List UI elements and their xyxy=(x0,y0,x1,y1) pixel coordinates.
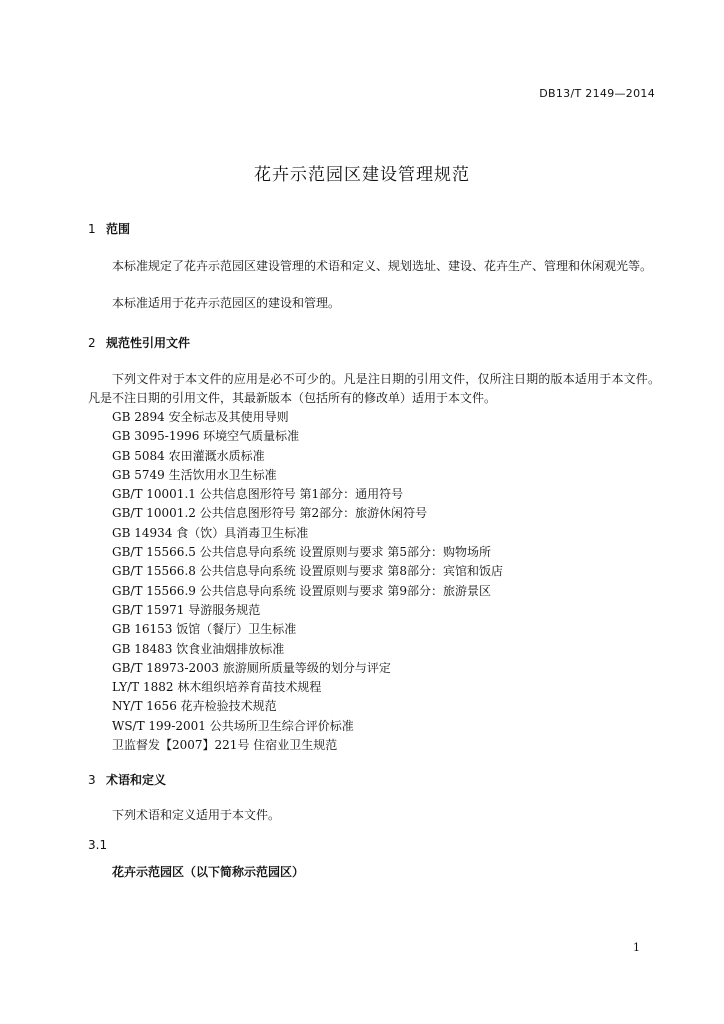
section-heading-terms xyxy=(88,771,166,788)
term-heading: 花卉示范园区（以下简称示范园区） xyxy=(112,865,305,879)
section-title: 术语和定义 xyxy=(106,773,167,787)
reference-item: GB 3095-1996 环境空气质量标准 xyxy=(112,429,300,444)
reference-item: GB 18483 饮食业油烟排放标准 xyxy=(112,641,285,656)
reference-item: GB/T 15566.5 公共信息导向系统 设置原则与要求 第5部分：购物场所 xyxy=(112,545,491,560)
document-code: DB13/T 2149—2014 xyxy=(539,87,655,100)
reference-item: GB 16153 饭馆（餐厅）卫生标准 xyxy=(112,622,297,637)
reference-item: 卫监督发【2007】221号 住宿业卫生规范 xyxy=(112,738,338,753)
section-heading-scope xyxy=(88,220,130,237)
reference-item: GB 14934 食（饮）具消毒卫生标准 xyxy=(112,525,309,540)
section-title: 范围 xyxy=(106,222,131,236)
reference-item: WS/T 199-2001 公共场所卫生综合评价标准 xyxy=(112,718,354,733)
reference-item: NY/T 1656 花卉检验技术规范 xyxy=(112,699,277,714)
section-number: 3 xyxy=(88,773,96,787)
scope-paragraph-1: 本标准规定了花卉示范园区建设管理的术语和定义、规划选址、建设、花卉生产、管理和休闲观光等。 xyxy=(112,259,653,273)
section-title: 规范性引用文件 xyxy=(106,336,191,350)
reference-item: GB/T 15566.9 公共信息导向系统 设置原则与要求 第9部分：旅游景区 xyxy=(112,583,491,598)
reference-item: GB 5749 生活饮用水卫生标准 xyxy=(112,467,277,482)
reference-item: GB/T 10001.1 公共信息图形符号 第1部分：通用符号 xyxy=(112,487,404,502)
section-number: 1 xyxy=(88,222,96,236)
page-number: 1 xyxy=(633,941,640,954)
reference-item: GB 2894 安全标志及其使用导则 xyxy=(112,410,289,424)
reference-item: LY/T 1882 林木组织培养育苗技术规程 xyxy=(112,680,322,695)
reference-list xyxy=(112,408,503,755)
reference-item: GB/T 15971 导游服务规范 xyxy=(112,602,261,617)
section-number: 2 xyxy=(88,336,96,350)
reference-item: GB/T 18973-2003 旅游厕所质量等级的划分与评定 xyxy=(112,660,391,675)
scope-paragraph-2: 本标准适用于花卉示范园区的建设和管理。 xyxy=(112,296,341,310)
subsection-number: 3.1 xyxy=(88,838,108,852)
reference-item: GB/T 15566.8 公共信息导向系统 设置原则与要求 第8部分：宾馆和饭店 xyxy=(112,564,503,579)
references-intro: 下列文件对于本文件的应用是必不可少的。凡是注日期的引用文件，仅所注日期的版本适用于本文件。凡是不注日期的引用文件，其最新版本（包括所有的修改单）适用于本文件。 xyxy=(88,372,660,405)
terms-intro: 下列术语和定义适用于本文件。 xyxy=(112,808,281,822)
section-heading-references xyxy=(88,334,190,351)
reference-item: GB/T 10001.2 公共信息图形符号 第2部分：旅游休闲符号 xyxy=(112,506,428,521)
document-title: 花卉示范园区建设管理规范 xyxy=(254,165,470,185)
reference-item: GB 5084 农田灌溉水质标准 xyxy=(112,448,265,463)
